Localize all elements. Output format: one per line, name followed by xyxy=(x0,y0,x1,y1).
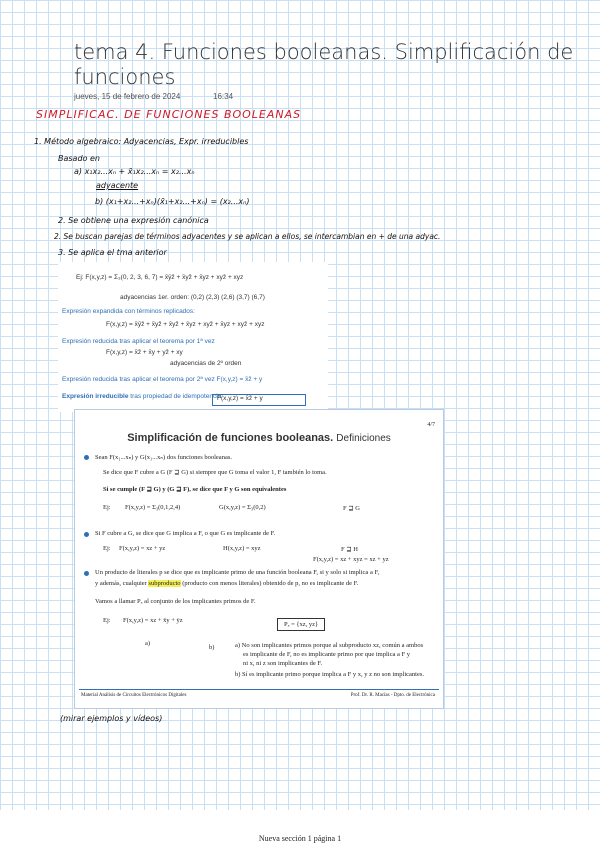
slide-p6-rel: F ⊒ H xyxy=(341,546,359,553)
slide-p9-b: b) xyxy=(209,644,215,651)
slide-p11: b) Sí es implicante primo porque implica a F y x, y z no son implicantes. xyxy=(235,671,425,678)
slide-p9-a: a) xyxy=(145,640,151,647)
slide-p9-expr: F(x,y,z) = xz + x̄y + ȳz xyxy=(123,617,183,624)
handwritten-adyacente: adyacente xyxy=(96,181,139,190)
slide-p10: a) No son implicantes primos porque al subproducto xz, común a ambos xyxy=(235,642,424,649)
slide-p4-label: Ej: xyxy=(103,504,111,511)
slide-title xyxy=(75,432,443,444)
slide-p7a: Un producto de literales p se dice que es implicante primo de una función booleana F, si y solo si implica a F, xyxy=(95,569,380,576)
slide-p6-b: F(x,y,z) = xz + xyz = xz + yz xyxy=(313,556,389,563)
handwritten-item4: 3. Se aplica el tma anterior xyxy=(58,248,167,257)
slide-page-number: 4/7 xyxy=(427,422,435,428)
slide-p4-rel: F ⊒ G xyxy=(343,505,361,512)
slide-p5: Si F cubre a G, se dice que G implica a F, o que G es implicante de F. xyxy=(95,530,276,537)
slide-p9-label: Ej: xyxy=(103,617,111,624)
adyacencias2-label: adyacencias de 2º orden xyxy=(170,360,242,367)
bullet-3 xyxy=(84,571,89,576)
reducida1-label: Expresión reducida tras aplicar el teorema por 1ª vez xyxy=(62,338,215,345)
slide-p6-f: F(x,y,z) = xz + yz xyxy=(119,545,166,552)
handwritten-item1: 1. Método algebraico: Adyacencias, Expr. irreducibles xyxy=(34,137,249,146)
slide-p3: Si se cumple (F ⊒ G) y (G ⊒ F), se dice que F y G son equivalentes xyxy=(103,486,287,493)
handwritten-bottom-note: (mirar ejemplos y vídeos) xyxy=(60,714,163,723)
example-box xyxy=(58,262,328,412)
slide-footer-rule xyxy=(79,689,439,690)
handwritten-eq-b: b) (x₁+x₂...+xₙ)(x̄₁+x₂...+xₙ) = (x₂...xₙ) xyxy=(95,197,250,206)
reducida2-label: Expresión reducida tras aplicar el teorema por 2ª vez F(x,y,z) = x̄z̄ + y xyxy=(62,376,263,383)
reducida1-expression: F(x,y,z) = x̄z̄ + x̄y + yz̄ + xy xyxy=(106,349,183,356)
slide-subtitle: Definiciones xyxy=(336,433,391,444)
handwritten-eq-a: a) x₁x₂...xₙ + x̄₁x₂...xₙ = x₂...xₙ xyxy=(74,167,195,176)
slide-definitions xyxy=(74,409,444,709)
page-time: 16:34 xyxy=(213,92,234,101)
slide-p10b: es implicante de F, no es implicante primo por que implica a F y xyxy=(243,651,410,658)
handwritten-item2: 2. Se obtiene una expresión canónica xyxy=(58,216,209,225)
example-label: Ej: xyxy=(76,274,84,281)
slide-p7b-post: (producto con menos literales) obtenido de p, no es implicante de F. xyxy=(180,580,359,587)
irreducible-text: tras propiedad de idempotencia xyxy=(130,393,222,400)
slide-p1: Sean F(x₁...xₙ) y G(x₁...xₙ) dos funciones booleanas. xyxy=(95,454,232,461)
bullet-1 xyxy=(84,455,89,460)
slide-footer-left: Material Análisis de Circuitos Electrónicos Digitales xyxy=(81,693,187,698)
expandida-label: Expresión expandida con términos replicados: xyxy=(62,308,195,315)
slide-p7b xyxy=(95,580,358,587)
slide-p4-g: G(x,y,z) = Σ₃(0,2) xyxy=(219,504,266,511)
example-function: F(x,y,z) = Σ₃(0, 2, 3, 6, 7) = x̄ȳz̄ + x̄yz̄ + x̄yz + xyz̄ + xyz xyxy=(85,274,244,281)
page-title: tema 4. Funciones booleanas. Simplificación de funciones xyxy=(74,40,574,89)
slide-p10c: ni x, ni z son implicantes de F. xyxy=(243,660,323,667)
example-adyacencias: adyacencias 1er. orden: (0,2) (2,3) (2,6) (3,7) (6,7) xyxy=(120,294,265,301)
slide-p4-f: F(x,y,z) = Σ₃(0,1,2,4) xyxy=(125,504,181,511)
slide-p7b-pre: y además, cualquier xyxy=(95,580,149,587)
expandida-expression: F(x,y,z) = x̄ȳz̄ + x̄yz̄ + x̄yz̄ + x̄yz + xyz̄ + x̄yz + xyz̄ + xyz xyxy=(106,321,265,328)
slide-p2: Se dice que F cubre a G (F ⊒ G) si siempre que G toma el valor 1, F también lo toma. xyxy=(103,469,327,476)
slide-footer-right: Prof. Dr. R. Macías - Dpto. de Electrónica xyxy=(350,693,435,698)
page-date: jueves, 15 de febrero de 2024 xyxy=(74,92,181,101)
slide-p9-set: Pₓ = {xz, yz} xyxy=(277,618,325,631)
irreducible-label: Expresión irreducible xyxy=(62,393,129,400)
slide-p8: Vamos a llamar Pₓ al conjunto de los implicantes primos de F. xyxy=(95,598,256,605)
handwritten-heading: SIMPLIFICAC. DE FUNCIONES BOOLEANAS xyxy=(36,108,302,121)
slide-p6-h: H(x,y,z) = xyz xyxy=(223,545,261,552)
handwritten-item3: 2. Se buscan parejas de términos adyacentes y se aplican a ellos, se intercambian en + de una adyac. xyxy=(54,232,441,241)
slide-p6-label: Ej: xyxy=(103,545,111,552)
irreducible-frame xyxy=(212,394,306,406)
bullet-2 xyxy=(84,532,89,537)
irreducible-expression: F(x,y,z) = x̄z̄ + y xyxy=(217,395,263,402)
handwritten-basado: Basado en xyxy=(58,154,100,163)
page-footer: Nueva sección 1 página 1 xyxy=(258,834,342,843)
slide-title-text: Simplificación de funciones booleanas. xyxy=(127,432,334,444)
slide-p7b-highlight: subproducto xyxy=(148,580,181,587)
